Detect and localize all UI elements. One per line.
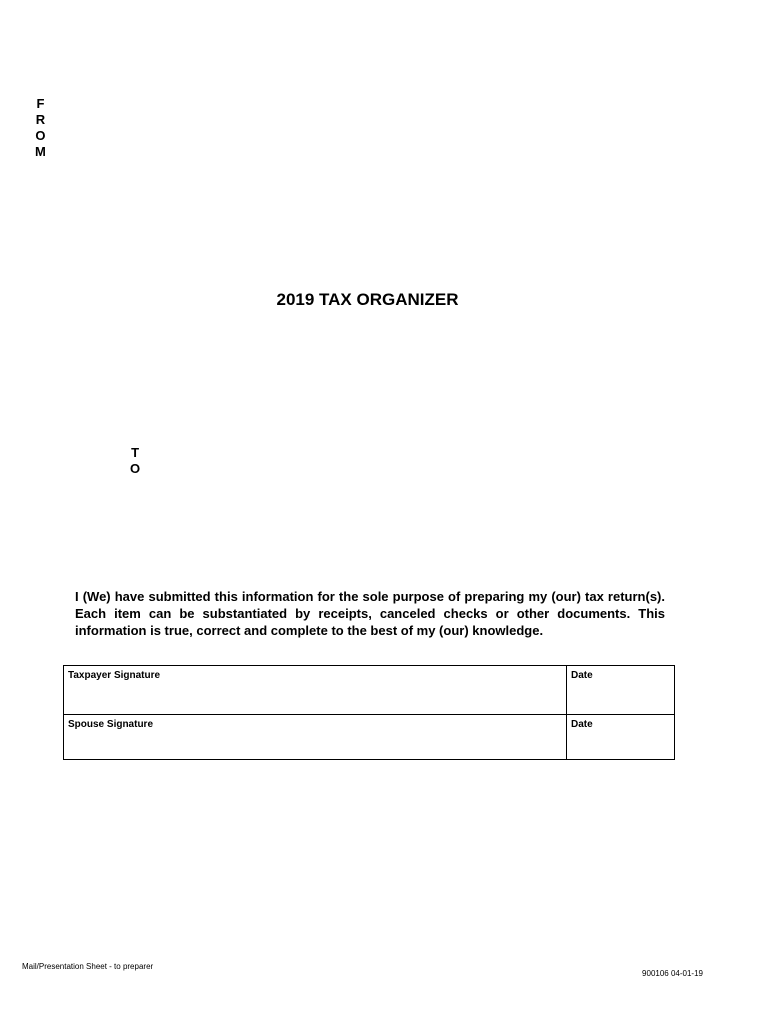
taxpayer-signature-field[interactable]	[64, 666, 566, 714]
footer-form-code: 900106 04-01-19	[642, 969, 703, 978]
signature-table	[63, 665, 675, 760]
from-label	[35, 96, 46, 160]
taxpayer-date-label: Date	[571, 670, 593, 681]
spouse-date-field[interactable]	[566, 714, 674, 759]
certification-statement: I (We) have submitted this information for the sole purpose of preparing my (our) tax return(s). Each item can be substantiated by receipts, canceled checks or other documents. This information is true, correct and complete to the best of my (our) knowledge.	[75, 589, 665, 638]
taxpayer-signature-label: Taxpayer Signature	[68, 670, 161, 681]
footer-form-name: Mail/Presentation Sheet - to preparer	[22, 962, 154, 971]
from-letter: O	[35, 128, 46, 143]
to-label	[130, 445, 140, 477]
page-title: 2019 TAX ORGANIZER	[276, 290, 459, 309]
to-letter: T	[131, 445, 140, 460]
from-letter: R	[35, 112, 46, 127]
from-letter: F	[36, 96, 45, 111]
from-letter: M	[35, 144, 46, 159]
taxpayer-date-field[interactable]	[566, 666, 674, 714]
spouse-signature-label: Spouse Signature	[68, 719, 154, 730]
spouse-date-label: Date	[571, 719, 593, 730]
spouse-signature-field[interactable]	[64, 714, 566, 759]
to-letter: O	[130, 461, 141, 476]
